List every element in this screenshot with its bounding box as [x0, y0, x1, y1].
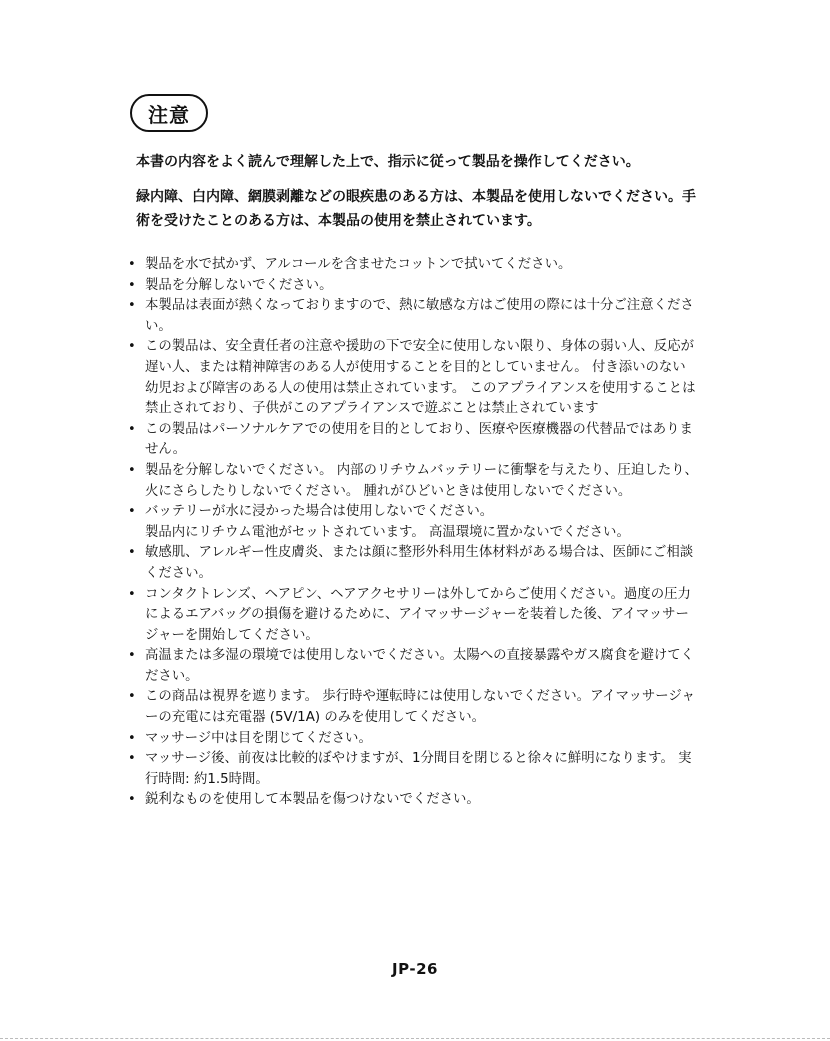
caution-item	[128, 461, 698, 502]
bullet-icon: •	[128, 462, 136, 478]
bullet-icon: •	[128, 339, 136, 355]
bullet-icon: •	[128, 504, 136, 520]
bullet-icon: •	[128, 421, 136, 437]
caution-item-continuation	[128, 523, 698, 544]
caution-item	[128, 543, 698, 584]
bullet-icon: •	[128, 792, 136, 808]
caution-item	[128, 687, 698, 728]
caution-item	[128, 420, 698, 461]
caution-badge	[130, 94, 208, 132]
intro-instruction: 本書の内容をよく読んで理解した上で、指示に従って製品を操作してください。	[136, 154, 640, 170]
page-number: JP-26	[392, 960, 438, 978]
caution-item-text: 製品を水で拭かず、アルコールを含ませたコットンで拭いてください。	[145, 257, 572, 272]
caution-item-text: 製品を分解しないでください。 内部のリチウムバッテリーに衝撃を与えたり、圧迫したり、火にさらしたりしないでください。 腫れがひどいときは使用しないでください。	[145, 462, 698, 499]
caution-item-text: コンタクトレンズ、ヘアピン、ヘアアクセサリーは外してからご使用ください。過度の圧力によるエアバッグの損傷を避けるために、アイマッサージャーを装着した後、アイマッサージャーを開始してください。	[145, 586, 691, 643]
caution-item-text: 本製品は表面が熱くなっておりますので、熱に敏感な方はご使用の際には十分ご注意ください。	[145, 298, 694, 334]
caution-item-text: 高温または多湿の環境では使用しないでください。太陽への直接暴露やガス腐食を避けてください。	[145, 648, 695, 684]
caution-item	[128, 749, 698, 790]
page-edge-divider	[0, 1037, 830, 1039]
caution-item-text: マッサージ中は目を閉じてください。	[145, 730, 372, 746]
caution-item	[128, 646, 698, 687]
bullet-icon: •	[128, 586, 136, 602]
intro-eye-warning: 緑内障、白内障、網膜剥離などの眼疾患のある方は、本製品を使用しないでください。手術を受けたことのある方は、本製品の使用を禁止されています。	[136, 189, 696, 229]
bullet-icon: •	[128, 257, 136, 272]
caution-list	[128, 255, 698, 811]
caution-item	[128, 337, 698, 419]
bullet-icon: •	[128, 751, 136, 767]
bullet-icon: •	[128, 648, 136, 664]
caution-item-text: この商品は視界を遮ります。 歩行時や運転時には使用しないでください。アイマッサージャーの充電には充電器 (5V/1A) のみを使用してください。	[145, 689, 695, 726]
caution-item	[128, 296, 698, 337]
caution-item-text: マッサージ後、前夜は比較的ぼやけますが、1分間目を閉じると徐々に鮮明になります。 実行時間: 約1.5時間。	[145, 751, 692, 787]
caution-item-text: この製品はパーソナルケアでの使用を目的としており、医療や医療機器の代替品ではありません。	[145, 421, 693, 458]
caution-item	[128, 276, 698, 297]
bullet-icon: •	[128, 730, 136, 746]
caution-item	[128, 502, 698, 523]
caution-item	[128, 255, 698, 276]
bullet-icon: •	[128, 545, 136, 561]
bullet-icon: •	[128, 277, 136, 293]
caution-item-text: バッテリーが水に浸かった場合は使用しないでください。	[145, 504, 494, 520]
caution-item-text: 敏感肌、アレルギー性皮膚炎、または顔に整形外科用生体材料がある場合は、医師にご相談ください。	[145, 545, 694, 581]
caution-badge-label: 注意	[148, 102, 190, 127]
caution-item	[128, 585, 698, 647]
bullet-icon: •	[128, 298, 136, 314]
caution-item-text: 製品を分解しないでください。	[145, 277, 333, 293]
caution-item	[128, 729, 698, 750]
bullet-icon: •	[128, 689, 136, 705]
caution-item	[128, 790, 698, 811]
caution-item-text: 鋭利なものを使用して本製品を傷つけないでください。	[145, 792, 480, 808]
caution-item-text: 製品内にリチウム電池がセットされています。 高温環境に置かないでください。	[145, 524, 630, 540]
caution-item-text: この製品は、安全責任者の注意や援助の下で安全に使用しない限り、身体の弱い人、反応が遅い人、または精神障害のある人が使用することを目的としていません。 付き添いのない幼児および障害のある人の使用は禁止されています。 このアプライアンスを使用することは禁止されており、子供がこのアプライアンスで遊ぶことは禁止されています	[145, 339, 696, 417]
